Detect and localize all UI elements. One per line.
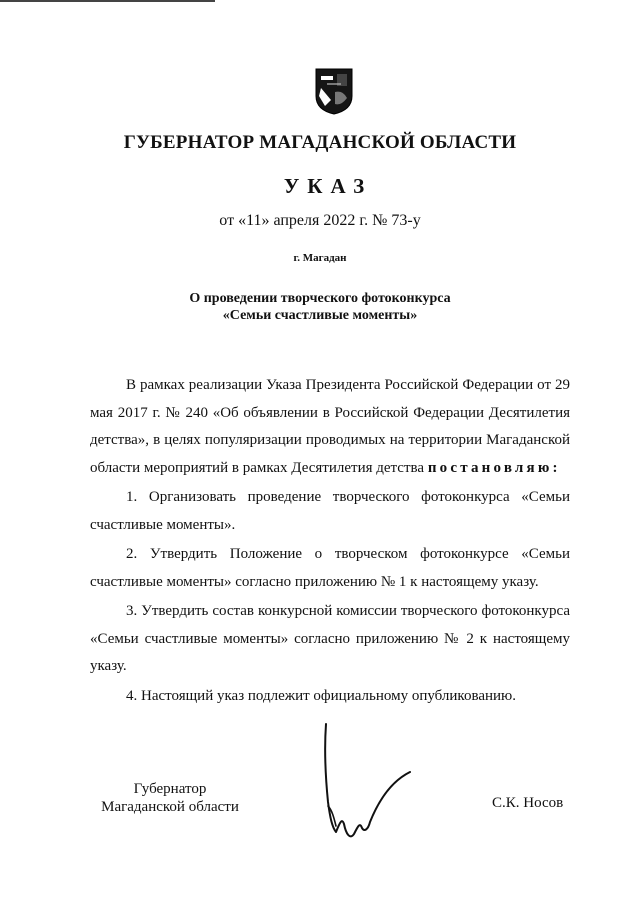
preamble-paragraph bbox=[90, 372, 570, 482]
signer-title-line-1: Губернатор bbox=[133, 781, 207, 797]
document-city: г. Магадан bbox=[293, 252, 347, 264]
issuing-authority: ГУБЕРНАТОР МАГАДАНСКОЙ ОБЛАСТИ bbox=[123, 132, 517, 153]
resolution-item-2: 2. Утвердить Положение о творческом фотоконкурсе «Семьи счастливые моменты» согласно приложению № 1 к настоящему указу. bbox=[90, 546, 570, 590]
document-subject bbox=[0, 290, 640, 324]
resolution-item-4: 4. Настоящий указ подлежит официальному опубликованию. bbox=[126, 687, 517, 704]
resolve-colon: : bbox=[552, 459, 558, 476]
signer-title-line-2: Магаданской области bbox=[101, 799, 239, 815]
handwritten-signature bbox=[318, 722, 418, 847]
scan-edge-line bbox=[0, 0, 215, 2]
signer-position bbox=[90, 780, 250, 816]
coat-of-arms-icon bbox=[313, 66, 355, 116]
resolution-item-1: 1. Организовать проведение творческого фотоконкурса «Семьи счастливые моменты». bbox=[90, 489, 570, 533]
signer-name: С.К. Носов bbox=[492, 795, 564, 811]
resolution-item-3: 3. Утвердить состав конкурсной комиссии творческого фотоконкурса «Семьи счастливые моменты» согласно приложению № 2 к настоящему указу. bbox=[90, 603, 570, 674]
preamble-text: В рамках реализации Указа Президента Российской Федерации от 29 мая 2017 г. № 240 «Об объявлении в Российской Федерации Десятилетия детства», в целях популяризации проводимых на территории Магаданской области мероприятий в рамках Десятилетия детства bbox=[90, 377, 570, 476]
document-type-title: УКАЗ bbox=[283, 174, 373, 198]
document-date-number: от «11» апреля 2022 г. № 73-у bbox=[219, 212, 421, 229]
resolve-word: постановляю bbox=[427, 459, 553, 476]
document-body bbox=[90, 372, 570, 710]
subject-line-2: «Семьи счастливые моменты» bbox=[222, 308, 418, 323]
subject-line-1: О проведении творческого фотоконкурса bbox=[189, 291, 451, 306]
